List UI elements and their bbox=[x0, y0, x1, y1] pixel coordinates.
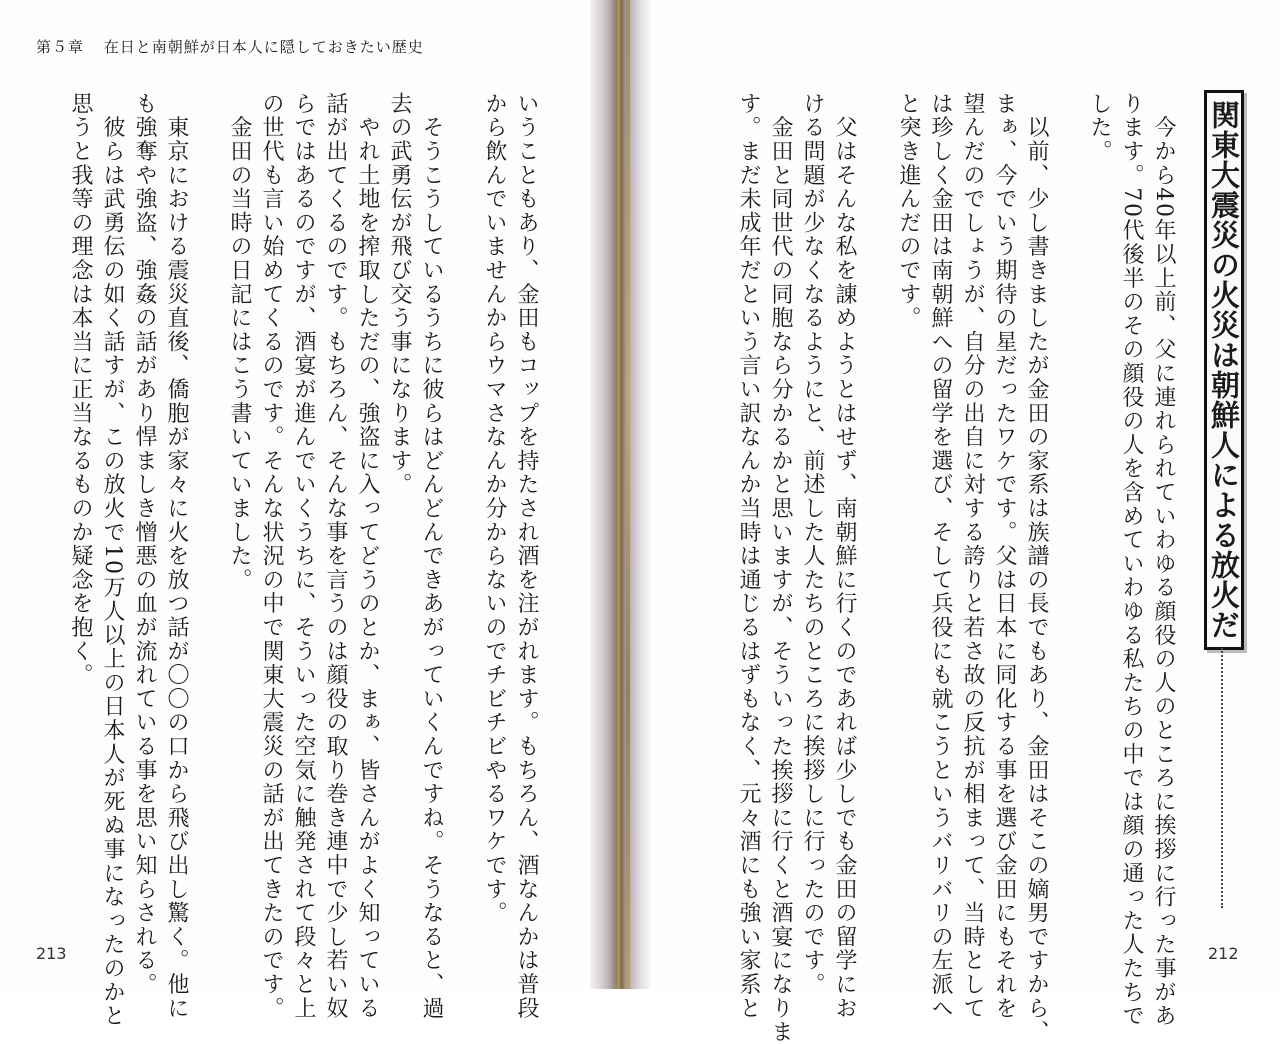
text-column: 去の武勇伝が飛び交う事になります。 bbox=[387, 92, 412, 497]
text-column: 思うと我等の理念は本当に正当なるものか疑念を抱く。 bbox=[68, 92, 93, 687]
chapter-label: 第５章 bbox=[36, 38, 85, 56]
page-number-left: 213 bbox=[36, 944, 67, 963]
text-column: ける問題が少なくなるようにと、前述した人たちのところに挨拶しに行ったのです。 bbox=[800, 92, 825, 997]
text-column: いうこともあり、金田もコップを持たされ酒を注がれます。もちろん、酒なんかは普段 bbox=[514, 92, 539, 1021]
text-column: 東京における震災直後、僑胞が家々に火を放つ話が〇〇の口から飛び出し驚く。他に bbox=[164, 92, 189, 1021]
text-column: 望んだのでしょうが、自分の出自に対する誇りと若さ故の反抗が相まって、当時として bbox=[960, 92, 985, 1021]
text-column: も強奪や強盗、強姦の話があり悍ましき憎悪の血が流れている事を思い知らされる。 bbox=[132, 92, 157, 997]
text-column: 彼らは武勇伝の如く話すが、この放火で10万人以上の日本人が死ぬ事になったのかと bbox=[100, 92, 125, 1028]
text-column: の世代も言い始めてくるのです。そんな状況の中で関東大震災の話が出てきたのです。 bbox=[259, 92, 284, 1021]
text-column: ります。70代後半のその顔役の人を含めていわゆる私たちの中では顔の通った人たちで bbox=[1119, 92, 1144, 1028]
text-column: まぁ、今でいう期待の星だったワケです。父は日本に同化する事を選び金田にもそれを bbox=[992, 92, 1017, 1021]
text-column: 父はそんな私を諌めようとはせず、南朝鮮に行くのであれば少しでも金田の留学にお bbox=[832, 92, 857, 1021]
text-column: から飲んでいませんからウマさなんか分からないのでチビチビやるワケです。 bbox=[482, 92, 507, 925]
text-column: した。 bbox=[1087, 92, 1112, 164]
heading-dotted-rule bbox=[1221, 648, 1223, 908]
section-heading: 関東大震災の火災は朝鮮人による放火だ bbox=[1204, 90, 1244, 650]
page-number-right: 212 bbox=[1208, 944, 1239, 963]
gutter-binding-line bbox=[626, 0, 630, 989]
text-column: 金田の当時の日記にはこう書いていました。 bbox=[227, 92, 252, 592]
chapter-title: 在日と南朝鮮が日本人に隠しておきたい歴史 bbox=[103, 38, 424, 56]
text-column: 今から40年以上前、父に連れられていわゆる顔役の人のところに挨拶に行った事があ bbox=[1151, 92, 1176, 1028]
text-column: 以前、少し書きましたが金田の家系は族譜の長でもあり、金田はそこの嫡男ですから、 bbox=[1024, 92, 1049, 1044]
text-column: やれ土地を搾取しただの、強盗に入ってどうのとか、まぁ、皆さんがよく知っている bbox=[355, 92, 380, 1021]
text-column: 話が出てくるのです。もちろん、そんな事を言うのは顔役の取り巻き連中で少し若い奴 bbox=[323, 92, 348, 1021]
book-gutter bbox=[590, 0, 650, 989]
text-column: 金田と同世代の同胞なら分かるかと思いますが、そういった挨拶に行くと酒宴になりま bbox=[768, 92, 793, 1044]
text-column: らではあるのですが、酒宴が進んでいくうちに、そういった空気に触発されて段々と上 bbox=[291, 92, 316, 1021]
running-head bbox=[36, 36, 424, 57]
text-column: は珍しく金田は南朝鮮への留学を選び、そして兵役にも就こうというバリバリの左派へ bbox=[928, 92, 953, 1021]
text-column: す。まだ未成年だという言い訳なんか当時は通じるはずもなく、元々酒にも強い家系と bbox=[736, 92, 761, 1021]
text-column: そうこうしているうちに彼らはどんどんできあがっていくんですね。そうなると、過 bbox=[419, 92, 444, 1021]
text-column: と突き進んだのです。 bbox=[896, 92, 921, 330]
